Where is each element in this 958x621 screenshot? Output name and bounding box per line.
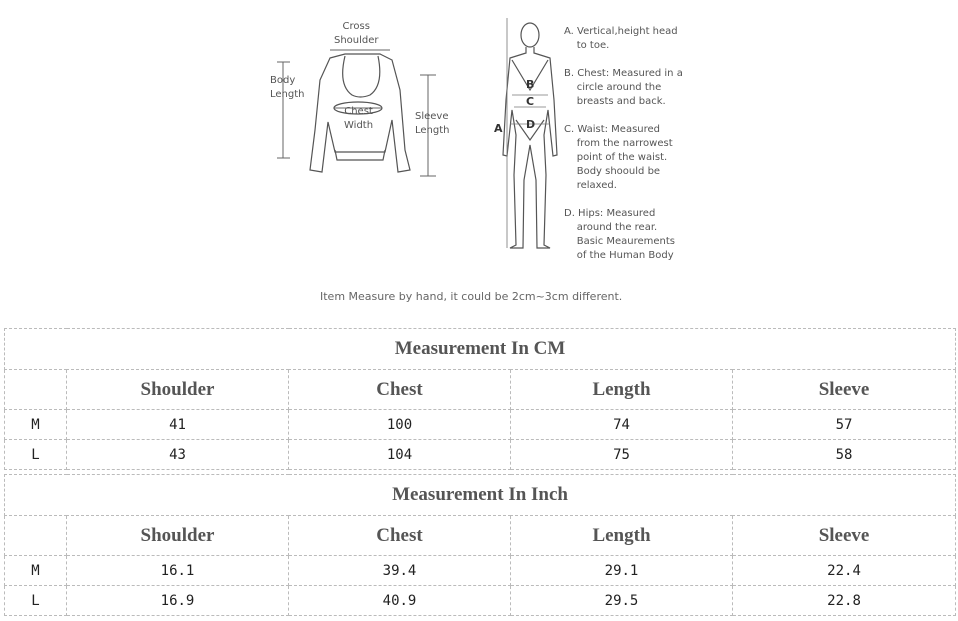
table-row bbox=[5, 556, 956, 586]
label-sleeve-length: Sleeve Length bbox=[415, 111, 450, 136]
size-label: M bbox=[5, 410, 67, 440]
header-length: Length bbox=[511, 516, 733, 556]
table-title: Measurement In CM bbox=[5, 329, 956, 370]
cell-sleeve: 22.4 bbox=[733, 556, 956, 586]
header-shoulder: Shoulder bbox=[67, 370, 289, 410]
label-cross-shoulder: Cross Shoulder bbox=[334, 21, 379, 46]
header-length: Length bbox=[511, 370, 733, 410]
empty-header bbox=[5, 516, 67, 556]
table-title: Measurement In Inch bbox=[5, 475, 956, 516]
disclaimer: Item Measure by hand, it could be 2cm~3cm different. bbox=[320, 290, 623, 303]
cell-shoulder: 41 bbox=[67, 410, 289, 440]
body-guide-lines bbox=[507, 18, 550, 248]
body-figure bbox=[503, 23, 557, 248]
header-chest: Chest bbox=[289, 370, 511, 410]
cell-chest: 104 bbox=[289, 440, 511, 470]
table-row bbox=[5, 410, 956, 440]
label-body-length: Body Length bbox=[270, 75, 305, 100]
header-shoulder: Shoulder bbox=[67, 516, 289, 556]
letter-d: D bbox=[526, 118, 536, 131]
cell-sleeve: 22.8 bbox=[733, 586, 956, 616]
header-chest: Chest bbox=[289, 516, 511, 556]
label-chest-width: Chest Width bbox=[344, 106, 374, 131]
size-label: L bbox=[5, 440, 67, 470]
note-b: B. Chest: Measured in a circle around the breasts and back. bbox=[564, 68, 683, 107]
cell-length: 74 bbox=[511, 410, 733, 440]
cell-shoulder: 16.9 bbox=[67, 586, 289, 616]
header-sleeve: Sleeve bbox=[733, 516, 956, 556]
size-label: L bbox=[5, 586, 67, 616]
measurement-table-inch bbox=[4, 474, 956, 616]
cell-sleeve: 58 bbox=[733, 440, 956, 470]
cell-length: 75 bbox=[511, 440, 733, 470]
cell-sleeve: 57 bbox=[733, 410, 956, 440]
note-d: D. Hips: Measured around the rear. Basic Meaurements of the Human Body bbox=[564, 208, 676, 261]
cell-shoulder: 16.1 bbox=[67, 556, 289, 586]
cell-length: 29.5 bbox=[511, 586, 733, 616]
table-row bbox=[5, 586, 956, 616]
cell-chest: 39.4 bbox=[289, 556, 511, 586]
cell-chest: 40.9 bbox=[289, 586, 511, 616]
measurement-table-cm bbox=[4, 328, 956, 470]
letter-b: B bbox=[526, 78, 535, 91]
note-a: A. Vertical,height head to toe. bbox=[564, 26, 678, 51]
header-sleeve: Sleeve bbox=[733, 370, 956, 410]
empty-header bbox=[5, 370, 67, 410]
size-label: M bbox=[5, 556, 67, 586]
table-row bbox=[5, 440, 956, 470]
note-c: C. Waist: Measured from the narrowest point of the waist. Body shoould be relaxed. bbox=[564, 124, 673, 191]
letter-a: A bbox=[494, 122, 503, 135]
cell-chest: 100 bbox=[289, 410, 511, 440]
letter-c: C bbox=[526, 95, 535, 108]
cell-shoulder: 43 bbox=[67, 440, 289, 470]
cell-length: 29.1 bbox=[511, 556, 733, 586]
